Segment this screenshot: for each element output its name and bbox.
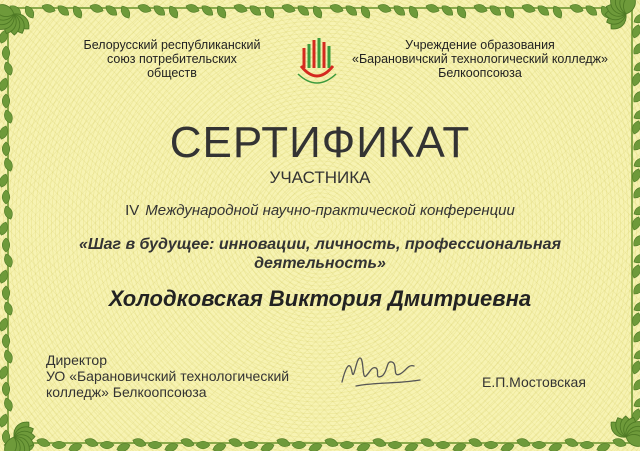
border-leaf — [180, 437, 196, 449]
org-right — [345, 38, 615, 80]
border-leaf — [41, 2, 57, 14]
border-leaf — [569, 2, 585, 14]
border-leaf — [632, 252, 640, 265]
border-leaf — [536, 3, 552, 18]
org-left — [62, 38, 282, 80]
handwritten-signature — [336, 346, 426, 396]
border-leaf — [2, 253, 14, 269]
theme-line2: деятельность» — [254, 255, 386, 272]
org-left-line2: союз потребительских — [107, 52, 237, 66]
border-leaf — [392, 3, 408, 18]
border-leaf — [132, 437, 148, 449]
certificate-subtitle: УЧАСТНИКА — [269, 168, 371, 187]
belkoopsoyuz-logo-icon — [292, 34, 342, 96]
border-leaf — [632, 60, 640, 73]
org-right-line2: «Барановичский технологический колледж» — [352, 52, 608, 66]
org-right-line3: Белкоопсоюза — [438, 66, 522, 80]
border-leaf — [377, 2, 393, 14]
border-leaf — [71, 4, 84, 20]
border-leaf — [104, 3, 120, 18]
border-leaf — [632, 348, 640, 361]
border-leaf — [228, 437, 244, 449]
border-leaf — [407, 4, 420, 20]
border-leaf — [516, 437, 532, 449]
border-leaf — [152, 3, 168, 18]
border-leaf — [503, 4, 516, 20]
border-leaf — [296, 3, 312, 18]
border-leaf — [632, 204, 640, 217]
conference-line — [60, 202, 580, 219]
border-leaf — [281, 2, 297, 14]
org-left-line1: Белорусский республиканский — [83, 38, 261, 52]
border-leaf — [276, 437, 292, 449]
border-leaf — [89, 2, 105, 14]
border-leaf — [425, 2, 441, 14]
director-line2: УО «Барановичский технологический — [46, 368, 290, 384]
border-leaf — [36, 437, 52, 449]
border-leaf — [455, 4, 468, 20]
border-leaf — [473, 2, 489, 14]
border-leaf — [420, 437, 436, 449]
border-leaf — [2, 61, 14, 77]
border-leaf — [521, 2, 537, 14]
border-leaf — [215, 4, 228, 20]
border-leaf — [324, 437, 340, 449]
director-line3: колледж» Белкоопсоюза — [46, 384, 207, 400]
border-leaf — [200, 3, 216, 18]
signatory-name: Е.П.Мостовская — [482, 374, 586, 390]
border-leaf — [468, 437, 484, 449]
border-leaf — [2, 205, 14, 221]
border-leaf — [632, 12, 640, 25]
border-leaf — [344, 3, 360, 18]
border-leaf — [584, 3, 600, 18]
border-leaf — [440, 3, 456, 18]
border-leaf — [359, 4, 372, 20]
border-leaf — [2, 397, 14, 413]
border-leaf — [311, 4, 324, 20]
conference-number: IV — [125, 202, 140, 219]
border-leaf — [612, 437, 628, 449]
conference-theme — [70, 235, 570, 273]
border-leaf — [2, 349, 14, 365]
director-block — [46, 352, 326, 400]
border-leaf — [137, 2, 153, 14]
border-leaf — [119, 4, 132, 20]
border-leaf — [56, 3, 72, 18]
border-leaf — [551, 4, 564, 20]
certificate-title: СЕРТИФИКАТ — [169, 118, 471, 167]
theme-line1: «Шаг в будущее: инновации, личность, профессиональная — [79, 236, 561, 253]
border-leaf — [84, 437, 100, 449]
border-leaf — [248, 3, 264, 18]
participant-name: Холодковская Виктория Дмитриевна — [108, 286, 532, 311]
border-leaf — [564, 437, 580, 449]
border-leaf — [372, 437, 388, 449]
border-leaf — [488, 3, 504, 18]
border-leaf — [329, 2, 345, 14]
border-leaf — [263, 4, 276, 20]
director-line1: Директор — [46, 352, 107, 368]
conference-text: Международной научно-практической конференции — [145, 202, 515, 219]
border-leaf — [233, 2, 249, 14]
org-right-line1: Учреждение образования — [405, 38, 555, 52]
org-left-line3: обществ — [147, 66, 197, 80]
border-leaf — [167, 4, 180, 20]
border-leaf — [632, 396, 640, 409]
border-leaf — [185, 2, 201, 14]
